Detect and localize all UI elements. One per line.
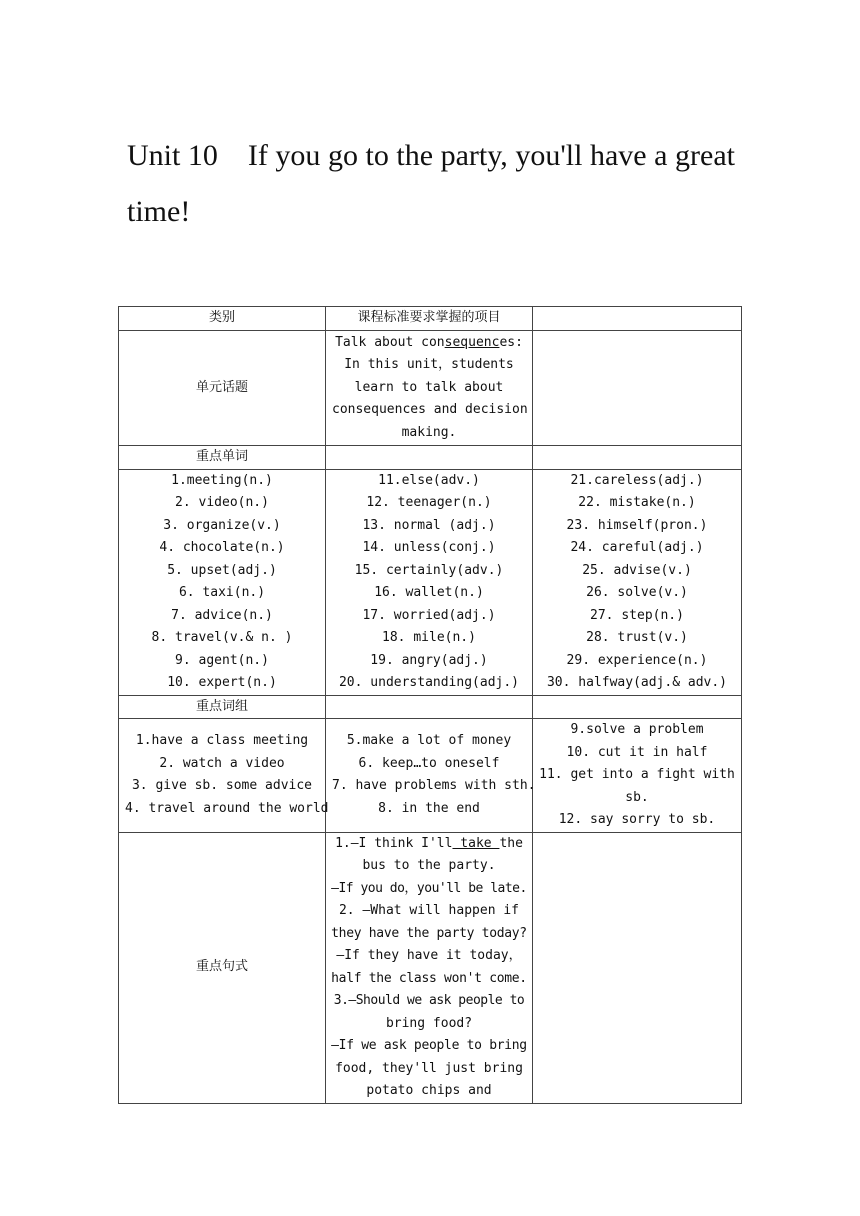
word-item: 12. teenager(n.) xyxy=(366,495,492,510)
topic-line-1 xyxy=(332,332,526,355)
header-empty xyxy=(533,307,742,331)
topic-line-1-pre: Talk about con xyxy=(335,334,445,350)
word-item: 5. upset(adj.) xyxy=(167,562,277,578)
sentence-line-1-post: the xyxy=(499,835,523,851)
vocabulary-table xyxy=(118,306,742,1104)
word-item: 28. trust(v.) xyxy=(586,630,688,645)
page-title xyxy=(127,128,735,240)
words-label-empty-2 xyxy=(326,446,533,470)
sentences-empty xyxy=(533,832,742,1103)
sentences-row xyxy=(119,832,742,1103)
sentence-line: —If they have it today， xyxy=(336,948,522,963)
word-item: 2. video(n.) xyxy=(175,495,269,510)
phrase-item: 7. have problems with sth. xyxy=(332,778,536,794)
header-row xyxy=(119,307,742,331)
word-item: 4. chocolate(n.) xyxy=(159,540,285,555)
header-category: 类别 xyxy=(119,307,326,331)
phrases-label: 重点词组 xyxy=(119,695,326,719)
word-item: 19. angry(adj.) xyxy=(370,652,488,668)
word-item: 6. taxi(n.) xyxy=(178,585,266,600)
word-item: 3. organize(v.) xyxy=(163,517,281,533)
word-item: 11.else(adv.) xyxy=(378,472,480,488)
word-item: 10. expert(n.) xyxy=(167,675,277,690)
topic-line-5: making. xyxy=(401,424,457,440)
word-item: 15. certainly(adv.) xyxy=(354,562,504,578)
phrase-item: 3. give sb. some advice xyxy=(131,778,312,794)
phrase-item: 9.solve a problem xyxy=(570,722,704,737)
header-requirements: 课程标准要求掌握的项目 xyxy=(326,307,533,331)
word-item: 25. advise(v.) xyxy=(582,562,692,578)
word-item: 14. unless(conj.) xyxy=(362,540,496,555)
word-item: 16. wallet(n.) xyxy=(374,585,484,600)
word-item: 21.careless(adj.) xyxy=(570,472,704,488)
words-label-row xyxy=(119,446,742,470)
word-item: 29. experience(n.) xyxy=(566,652,708,668)
sentences-content xyxy=(326,832,533,1103)
phrase-item: 2. watch a video xyxy=(159,755,285,771)
sentence-line: bus to the party. xyxy=(362,858,496,873)
sentence-line: half the class won't come. xyxy=(331,970,527,986)
word-item: 24. careful(adj.) xyxy=(570,540,704,555)
sentences-label: 重点句式 xyxy=(119,832,326,1103)
word-item: 9. agent(n.) xyxy=(175,652,269,668)
words-col-1 xyxy=(119,469,326,695)
word-item: 17. worried(adj.) xyxy=(362,607,496,623)
topic-line-1-post: es: xyxy=(499,334,523,350)
phrase-item: 6. keep…to oneself xyxy=(358,755,500,771)
phrase-item: 5.make a lot of money xyxy=(346,733,512,749)
words-label: 重点单词 xyxy=(119,446,326,470)
sentence-line: 3.—Should we ask people to xyxy=(333,993,525,1008)
sentence-underlined: take xyxy=(452,835,500,851)
phrase-item: 11. get into a fight with sb. xyxy=(539,767,735,805)
unit-number: Unit 10 xyxy=(127,139,218,172)
phrase-item: 10. cut it in half xyxy=(566,744,708,760)
word-item: 7. advice(n.) xyxy=(171,607,273,623)
phrases-col-1 xyxy=(119,719,329,833)
topic-label: 单元话题 xyxy=(119,330,326,446)
topic-line-4: consequences and decision xyxy=(332,402,528,417)
phrases-col-3 xyxy=(533,719,742,833)
phrase-item: 1.have a class meeting xyxy=(135,733,309,749)
word-item: 18. mile(n.) xyxy=(382,630,476,645)
sentence-line: bring food? xyxy=(385,1015,473,1031)
topic-line-3: learn to talk about xyxy=(354,379,504,395)
phrases-label-empty-3 xyxy=(533,695,742,719)
words-col-3 xyxy=(533,469,742,695)
phrase-item: 8. in the end xyxy=(378,800,480,816)
topic-row xyxy=(119,330,742,446)
words-label-empty-3 xyxy=(533,446,742,470)
topic-line-2: In this unit，students xyxy=(344,357,514,372)
word-item: 13. normal (adj.) xyxy=(362,517,496,533)
word-item: 1.meeting(n.) xyxy=(171,472,273,488)
sentence-line: food, they'll just bring xyxy=(335,1060,523,1076)
sentence-line-1-pre: 1.—I think I'll xyxy=(335,835,453,851)
word-item: 22. mistake(n.) xyxy=(578,495,696,510)
phrase-item: 12. say sorry to sb. xyxy=(558,812,716,827)
sentence-line: 2. —What will happen if xyxy=(338,903,519,918)
sentence-line: potato chips and xyxy=(366,1083,492,1098)
word-item: 20. understanding(adj.) xyxy=(338,675,519,690)
words-row xyxy=(119,469,742,695)
word-item: 23. himself(pron.) xyxy=(566,517,708,533)
word-item: 26. solve(v.) xyxy=(586,585,688,600)
word-item: 8. travel(v.& n. ) xyxy=(151,630,293,645)
phrases-row xyxy=(119,719,742,833)
phrases-label-row xyxy=(119,695,742,719)
phrase-item: 4. travel around the world xyxy=(125,800,329,816)
phrases-label-empty-2 xyxy=(326,695,533,719)
sentence-line: they have the party today? xyxy=(331,925,527,941)
word-item: 30. halfway(adj.& adv.) xyxy=(546,675,727,690)
sentence-line: —If you do，you'll be late. xyxy=(331,880,527,896)
topic-empty xyxy=(533,330,742,446)
topic-underlined: sequenc xyxy=(444,334,500,350)
sentence-line-1 xyxy=(330,833,528,856)
unit-title-text: If you go to the party, you'll have a great time! xyxy=(127,139,735,228)
words-col-2 xyxy=(326,469,533,695)
phrases-col-2 xyxy=(326,719,536,833)
topic-content xyxy=(326,330,533,446)
word-item: 27. step(n.) xyxy=(590,607,684,623)
sentence-line: —If we ask people to bring xyxy=(331,1038,527,1053)
